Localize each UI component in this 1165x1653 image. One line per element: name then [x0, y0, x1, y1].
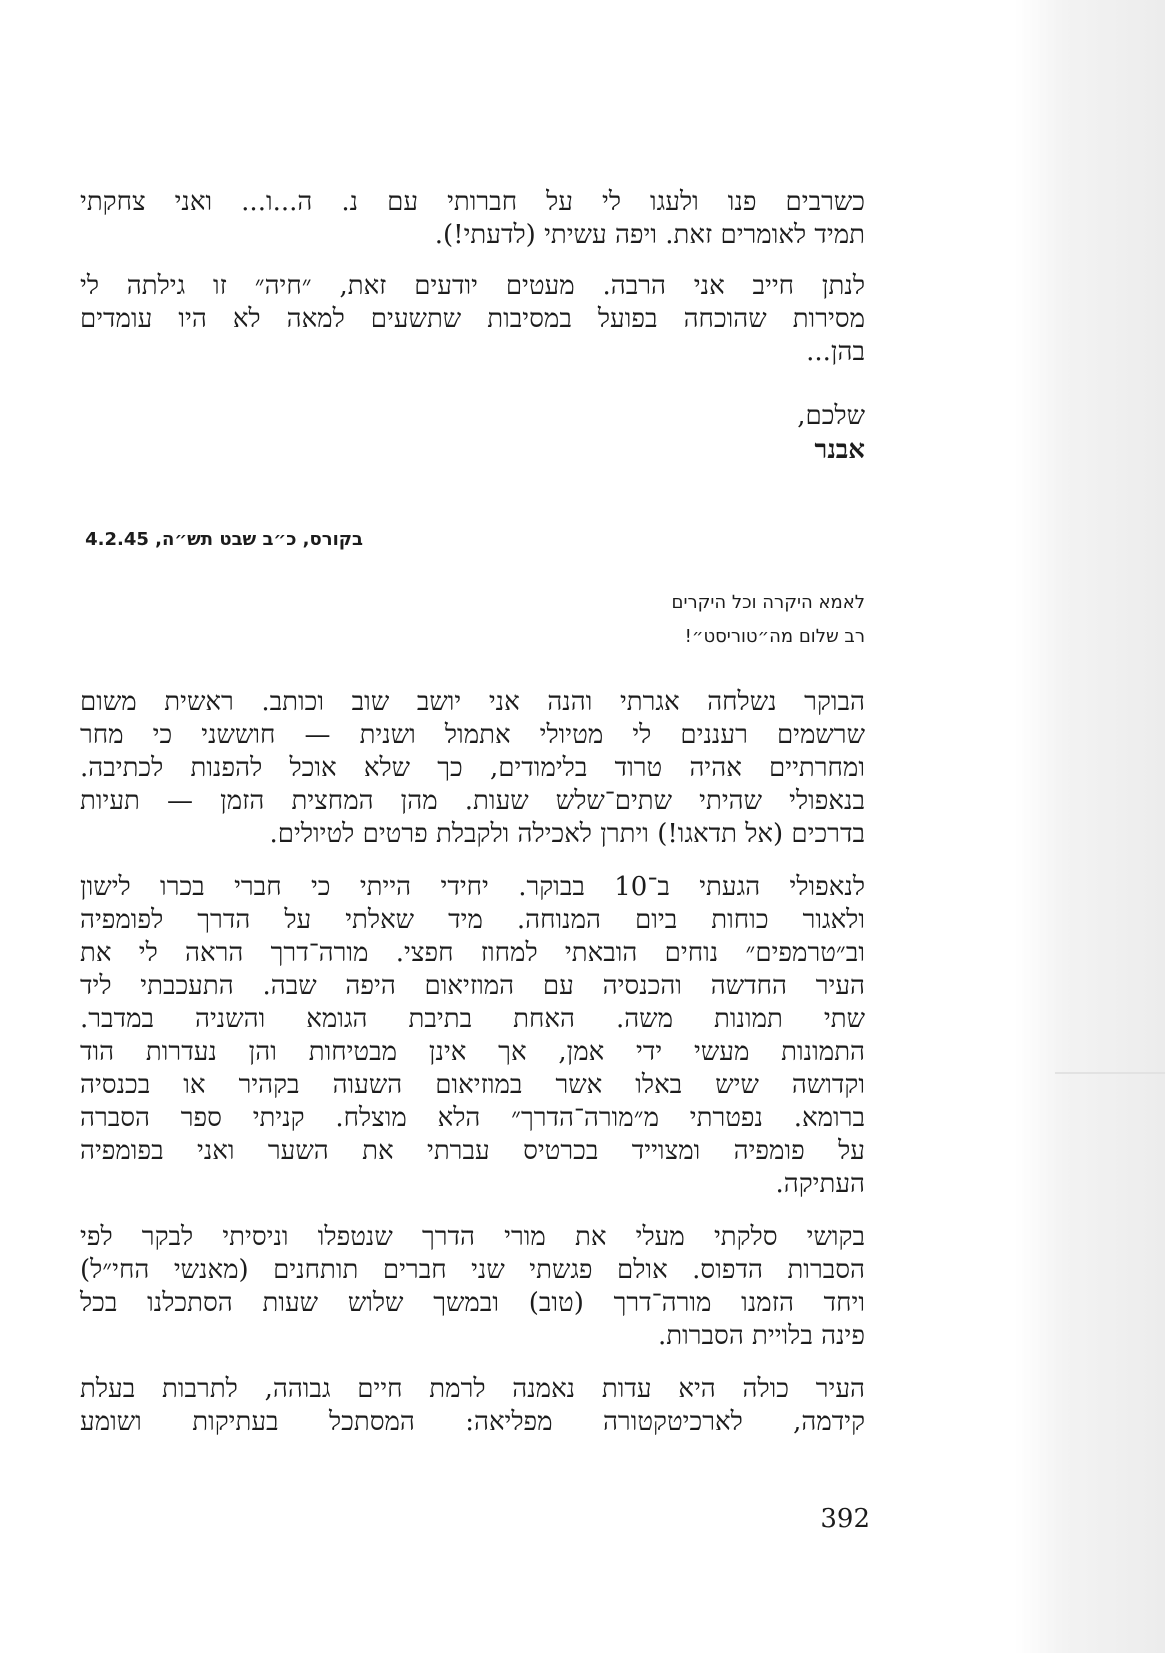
text-line: התמונות מעשי ידי אמן, אך אינן מבטיחות והן נעדרות הוד	[80, 1037, 865, 1067]
text-line: לנאפולי הגעתי ב־10 בבוקר. יחידי הייתי כי חברי בכרו לישון	[80, 872, 865, 902]
text-line: העיר כולה היא עדות נאמנה לרמת חיים גבוהה, לתרבות בעלת	[80, 1374, 865, 1404]
text-line: בקושי סלקתי מעלי את מורי הדרך שנטפלו וניסיתי לבקר לפי	[80, 1222, 865, 1252]
text-line: בדרכים (אל תדאגו!) ויתרן לאכילה ולקבלת פרטים לטיולים.	[269, 819, 865, 849]
paragraph	[80, 186, 865, 252]
text-line: פינה בלויית הסברות.	[657, 1321, 865, 1351]
scan-edge	[1015, 0, 1165, 1653]
text-line: שרשמים רעננים לי מטיולי אתמול ושנית — חוששני כי מחר	[80, 720, 865, 750]
paragraph	[80, 270, 865, 369]
page-number: 392	[820, 1504, 870, 1534]
text-line: כשרבים פנו ולעגו לי על חברותי עם נ. ה...ו... ואני צחקתי	[80, 187, 865, 217]
text-line: שתי תמונות משה. האחת בתיבת הגומא והשניה במדבר.	[80, 1004, 865, 1034]
letter-end	[80, 186, 865, 467]
salutation	[400, 586, 865, 654]
text-line: ברומא. נפטרתי מ״מורה־הדרך״ הלא מוצלח. קניתי ספר הסברה	[80, 1103, 865, 1133]
text-line: הסברות הדפוס. אולם פגשתי שני חברים תותחנים (מאנשי החי״ל)	[80, 1255, 865, 1285]
salutation-line: רב שלום מה״טוריסט״!	[684, 626, 865, 647]
dateline: בקורס, כ״ב שבט תש״ה, 4.2.45	[85, 529, 363, 550]
text-line: ולאגור כוחות ביום המנוחה. מיד שאלתי על הדרך לפומפיה	[80, 905, 865, 935]
text-line: הבוקר נשלחה אגרתי והנה אני יושב שוב וכותב. ראשית משום	[80, 687, 865, 717]
text-line: בהן...	[806, 337, 865, 367]
text-line: וב״טרמפים״ נוחים הובאתי למחוז חפצי. מורה־דרך הראה לי את	[80, 938, 865, 968]
paragraph	[80, 1373, 865, 1439]
paragraph	[80, 686, 865, 851]
text-line: העתיקה.	[775, 1169, 865, 1199]
text-line: בנאפולי שהיתי שתים־שלש שעות. מהן המחצית הזמן — תעיות	[80, 786, 865, 816]
text-line: קידמה, לארכיטקטורה מפליאה: המסתכל בעתיקות ושומע	[80, 1407, 865, 1437]
text-line: ויחד הזמנו מורה־דרך (טוב) ובמשך שלוש שעות הסתכלנו בכל	[80, 1288, 865, 1318]
text-line: ומחרתיים אהיה טרוד בלימודים, כך שלא אוכל להפנות לכתיבה.	[80, 753, 865, 783]
text-line: העיר החדשה והכנסיה עם המוזיאום היפה שבה. התעכבתי ליד	[80, 971, 865, 1001]
text-line: מסירות שהוכחה בפועל במסיבות שתשעים למאה לא היו עומדים	[80, 304, 865, 334]
scan-line	[1055, 1072, 1165, 1074]
letter-body	[80, 686, 865, 1459]
text-line: תמיד לאומרים זאת. ויפה עשיתי (לדעתי!).	[434, 220, 865, 250]
signoff: שלכם,	[797, 401, 865, 431]
paragraph	[80, 1221, 865, 1353]
paragraph	[80, 871, 865, 1201]
salutation-line: לאמא היקרה וכל היקרים	[671, 592, 865, 613]
text-line: וקדושה שיש באלו אשר במוזיאום השעוה בקהיר או בכנסיה	[80, 1070, 865, 1100]
signature: אבנר	[814, 435, 865, 465]
text-line: על פומפיה ומצוייד בכרטיס עברתי את השער ואני בפומפיה	[80, 1136, 865, 1166]
text-line: לנתן חייב אני הרבה. מעטים יודעים זאת, ״חיה״ זו גילתה לי	[80, 271, 865, 301]
